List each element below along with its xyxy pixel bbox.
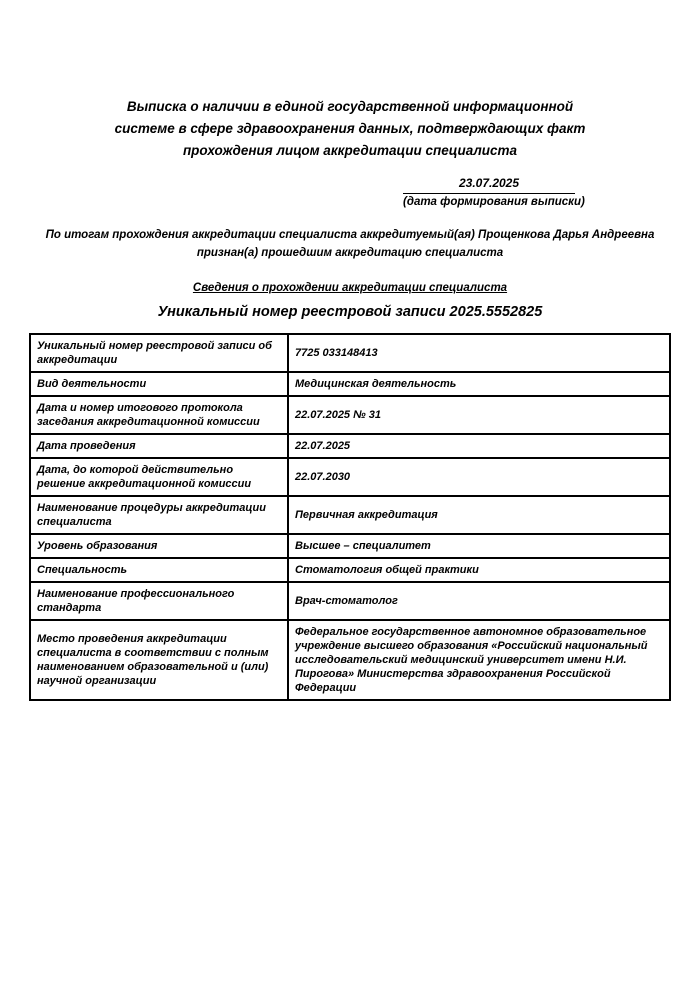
row-label: Дата проведения	[30, 434, 288, 458]
row-value: Высшее – специалитет	[288, 534, 670, 558]
row-label: Вид деятельности	[30, 372, 288, 396]
issue-date-value: 23.07.2025	[403, 176, 575, 194]
row-label: Место проведения аккредитации специалиста в соответствии с полным наименованием образовательной и (или) научной организации	[30, 620, 288, 700]
accreditation-statement-line: По итогам прохождения аккредитации специалиста аккредитуемый(ая) Прощенкова Дарья Андреевна	[45, 229, 655, 241]
row-value: Федеральное государственное автономное образовательное учреждение высшего образования «Российский национальный исследовательский медицинский университет имени Н.И. Пирогова» Министерства здравоохранения Российской Федерации	[288, 620, 670, 700]
accreditation-table	[29, 333, 671, 701]
document-title-line: Выписка о наличии в единой государственной информационной	[126, 99, 574, 114]
registry-number-heading: Уникальный номер реестровой записи 2025.5552825	[157, 304, 543, 320]
row-value: 22.07.2025 № 31	[288, 396, 670, 434]
table-row	[30, 620, 670, 700]
row-label: Уникальный номер реестровой записи об аккредитации	[30, 334, 288, 372]
row-label: Наименование процедуры аккредитации специалиста	[30, 496, 288, 534]
row-value: Стоматология общей практики	[288, 558, 670, 582]
row-value: Медицинская деятельность	[288, 372, 670, 396]
document-title-line: прохождения лицом аккредитации специалиста	[182, 143, 518, 158]
accreditation-statement	[0, 226, 700, 262]
table-row	[30, 396, 670, 434]
row-value: Врач-стоматолог	[288, 582, 670, 620]
row-label: Дата и номер итогового протокола заседания аккредитационной комиссии	[30, 396, 288, 434]
table-row	[30, 558, 670, 582]
table-row	[30, 372, 670, 396]
row-label: Дата, до которой действительно решение аккредитационной комиссии	[30, 458, 288, 496]
document-title-line: системе в сфере здравоохранения данных, подтверждающих факт	[114, 121, 586, 136]
row-label: Наименование профессионального стандарта	[30, 582, 288, 620]
row-value: 7725 033148413	[288, 334, 670, 372]
table-row	[30, 434, 670, 458]
row-value: 22.07.2030	[288, 458, 670, 496]
issue-date-block	[403, 176, 585, 208]
table-row	[30, 534, 670, 558]
document-title	[90, 96, 610, 162]
row-value: 22.07.2025	[288, 434, 670, 458]
issue-date-caption: (дата формирования выписки)	[403, 196, 585, 208]
table-row	[30, 582, 670, 620]
row-label: Уровень образования	[30, 534, 288, 558]
table-row	[30, 496, 670, 534]
table-row	[30, 334, 670, 372]
row-value: Первичная аккредитация	[288, 496, 670, 534]
row-label: Специальность	[30, 558, 288, 582]
table-row	[30, 458, 670, 496]
section-heading: Сведения о прохождении аккредитации специалиста	[192, 282, 508, 294]
accreditation-statement-line: признан(а) прошедшим аккредитацию специалиста	[196, 247, 504, 259]
